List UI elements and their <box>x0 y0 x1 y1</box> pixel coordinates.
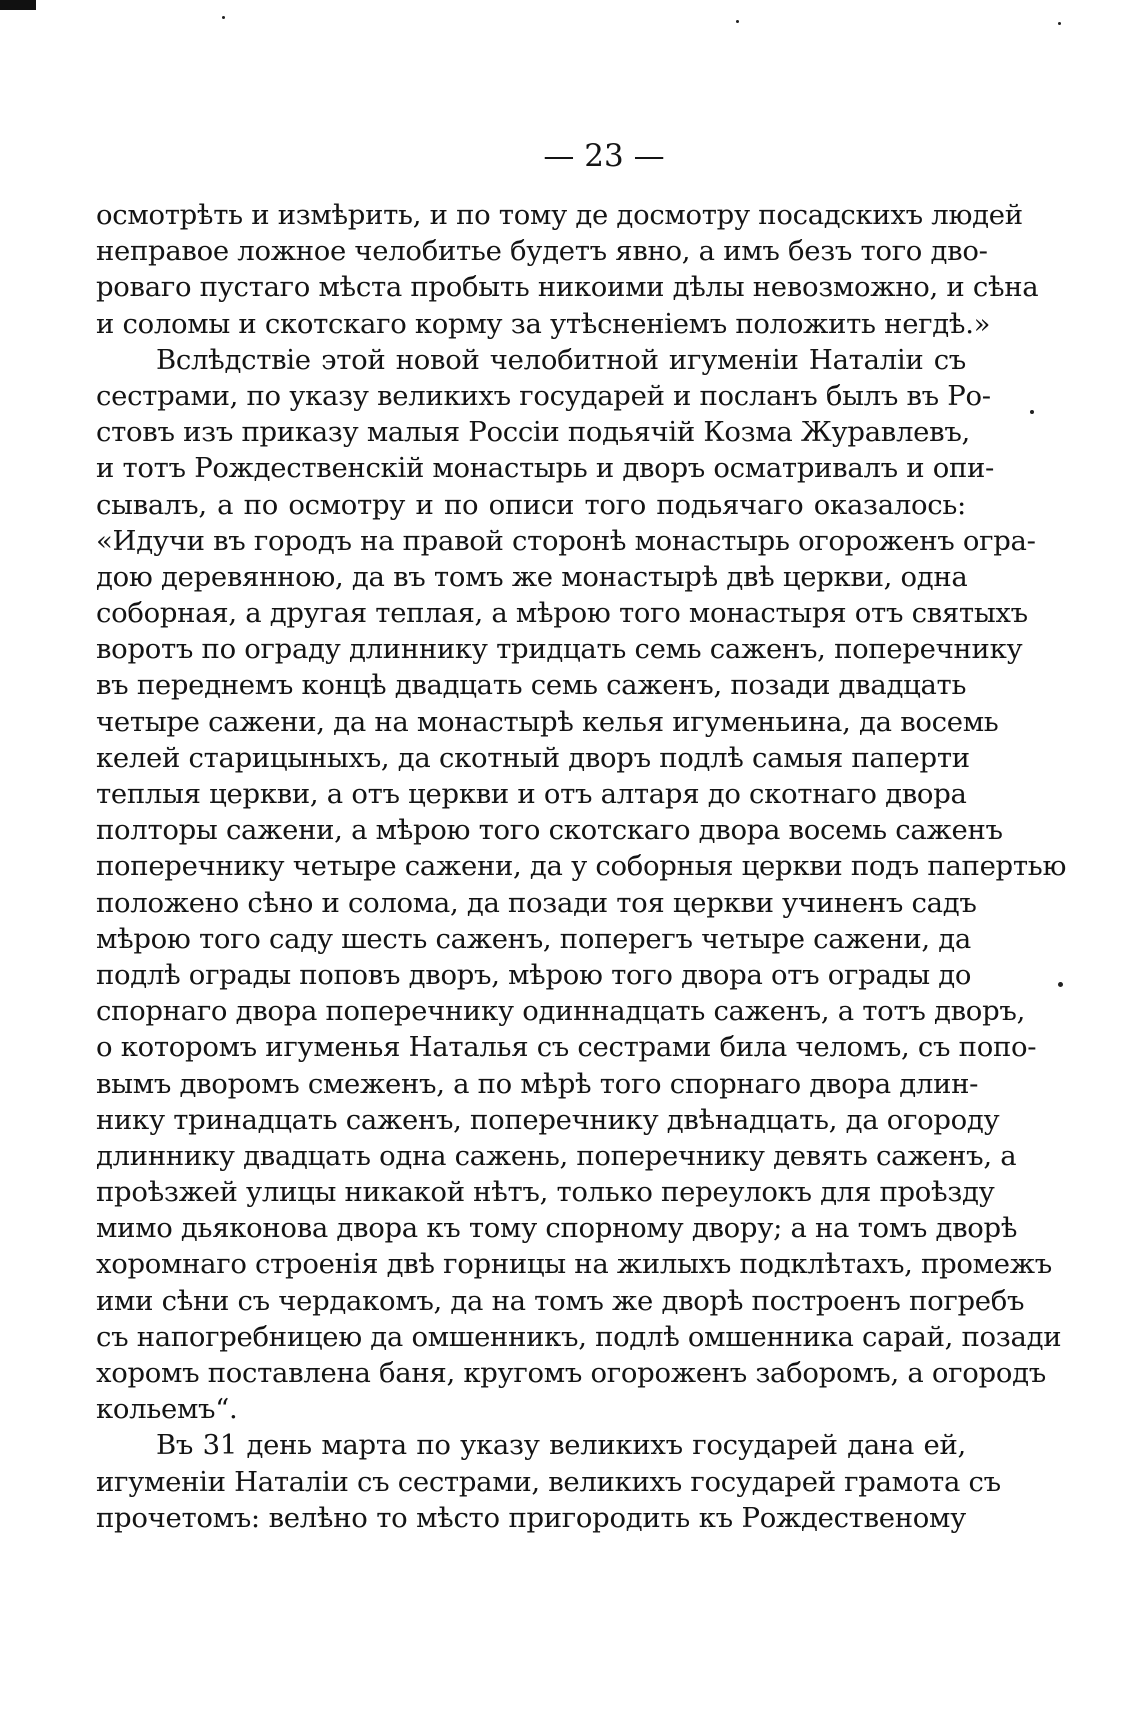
text-line: неправое ложное челобитье будетъ явно, а имъ безъ того дво- <box>96 235 988 268</box>
text-line: ими сѣни съ чердакомъ, да на томъ же дворѣ построенъ погребъ <box>96 1284 1025 1317</box>
scan-speck <box>736 20 739 23</box>
text-line: спорнаго двора поперечнику одиннадцать саженъ, а тотъ дворъ, <box>96 995 1026 1028</box>
scan-speck <box>1058 982 1063 987</box>
text-line: мѣрою того саду шесть саженъ, поперегъ четыре сажени, да <box>96 922 972 955</box>
text-line: прочетомъ: велѣно то мѣсто пригородить къ Рождественому <box>96 1501 966 1534</box>
text-line: дою деревянною, да въ томъ же монастырѣ двѣ церкви, одна <box>96 560 968 593</box>
text-line: въ переднемъ концѣ двадцать семь саженъ, позади двадцать <box>96 669 967 702</box>
text-line: и соломы и скотскаго корму за утѣсненіемъ положить негдѣ.» <box>96 307 991 340</box>
text-line: воротъ по ограду длиннику тридцать семь саженъ, поперечнику <box>96 633 1023 666</box>
text-line: Вслѣдствіе этой новой челобитной игуменіи Наталіи съ <box>156 343 966 376</box>
text-line: и тотъ Рождественскій монастырь и дворъ осматривалъ и опи- <box>96 452 995 485</box>
scan-edge-mark <box>0 0 36 10</box>
scan-speck <box>222 16 225 19</box>
text-line: проѣзжей улицы никакой нѣтъ, только переулокъ для проѣзду <box>96 1176 995 1209</box>
text-line: съ напогребницею да омшенникъ, подлѣ омшенника сарай, позади <box>96 1320 1062 1353</box>
text-line: осмотрѣть и измѣрить, и по тому де досмотру посадскихъ людей <box>96 199 1023 231</box>
text-line: роваго пустаго мѣста пробыть никоими дѣлы невозможно, и сѣна <box>96 271 1039 304</box>
text-line: теплыя церкви, а отъ церкви и отъ алтаря до скотнаго двора <box>96 778 967 810</box>
scan-speck <box>1030 410 1034 414</box>
text-line: подлѣ ограды поповъ дворъ, мѣрою того двора отъ ограды до <box>96 958 972 991</box>
paragraph-3 <box>96 1427 1001 1536</box>
body-text <box>96 197 1067 1536</box>
text-line: поперечнику четыре сажени, да у соборныя церкви подъ папертью <box>96 850 1067 883</box>
text-line: длиннику двадцать одна сажень, поперечнику девять саженъ, а <box>96 1139 1017 1172</box>
scan-speck <box>1058 22 1061 25</box>
text-line: кольемъ“. <box>96 1393 238 1426</box>
text-line: мимо дьяконова двора къ тому спорному двору; а на томъ дворѣ <box>96 1212 1018 1245</box>
text-line: сывалъ, а по осмотру и по описи того подьячаго оказалось: <box>96 488 966 521</box>
text-line: келей старицыныхъ, да скотный дворъ подлѣ самыя паперти <box>96 741 970 774</box>
text-line: вымъ дворомъ смеженъ, а по мѣрѣ того спорнаго двора длин- <box>96 1067 979 1100</box>
text-line: нику тринадцать саженъ, поперечнику двѣнадцать, да огороду <box>96 1103 1000 1136</box>
text-line: сестрами, по указу великихъ государей и посланъ былъ въ Ро- <box>96 379 991 412</box>
paragraph-1 <box>96 197 1039 342</box>
text-line: положено сѣно и солома, да позади тоя церкви учиненъ садъ <box>96 886 977 919</box>
page-number: — 23 — <box>543 138 665 174</box>
text-line: игуменіи Наталіи съ сестрами, великихъ государей грамота съ <box>96 1465 1001 1498</box>
text-line: о которомъ игуменья Наталья съ сестрами била челомъ, съ попо- <box>96 1031 1037 1064</box>
paragraph-2 <box>96 342 1067 1428</box>
text-line: Въ 31 день марта по указу великихъ государей дана ей, <box>156 1429 966 1462</box>
text-line: хоромъ поставлена баня, кругомъ огороженъ заборомъ, а огородъ <box>96 1357 1046 1389</box>
text-line: «Идучи въ городъ на правой сторонѣ монастырь огороженъ огра- <box>96 524 1036 557</box>
text-line: хоромнаго строенія двѣ горницы на жилыхъ подклѣтахъ, промежъ <box>96 1248 1052 1281</box>
text-line: соборная, а другая теплая, а мѣрою того монастыря отъ святыхъ <box>96 597 1028 630</box>
text-line: стовъ изъ приказу малыя Россіи подьячій Козма Журавлевъ, <box>96 416 970 449</box>
text-line: полторы сажени, а мѣрою того скотскаго двора восемь саженъ <box>96 814 1003 847</box>
text-line: четыре сажени, да на монастырѣ келья игуменьина, да восемь <box>96 705 999 738</box>
